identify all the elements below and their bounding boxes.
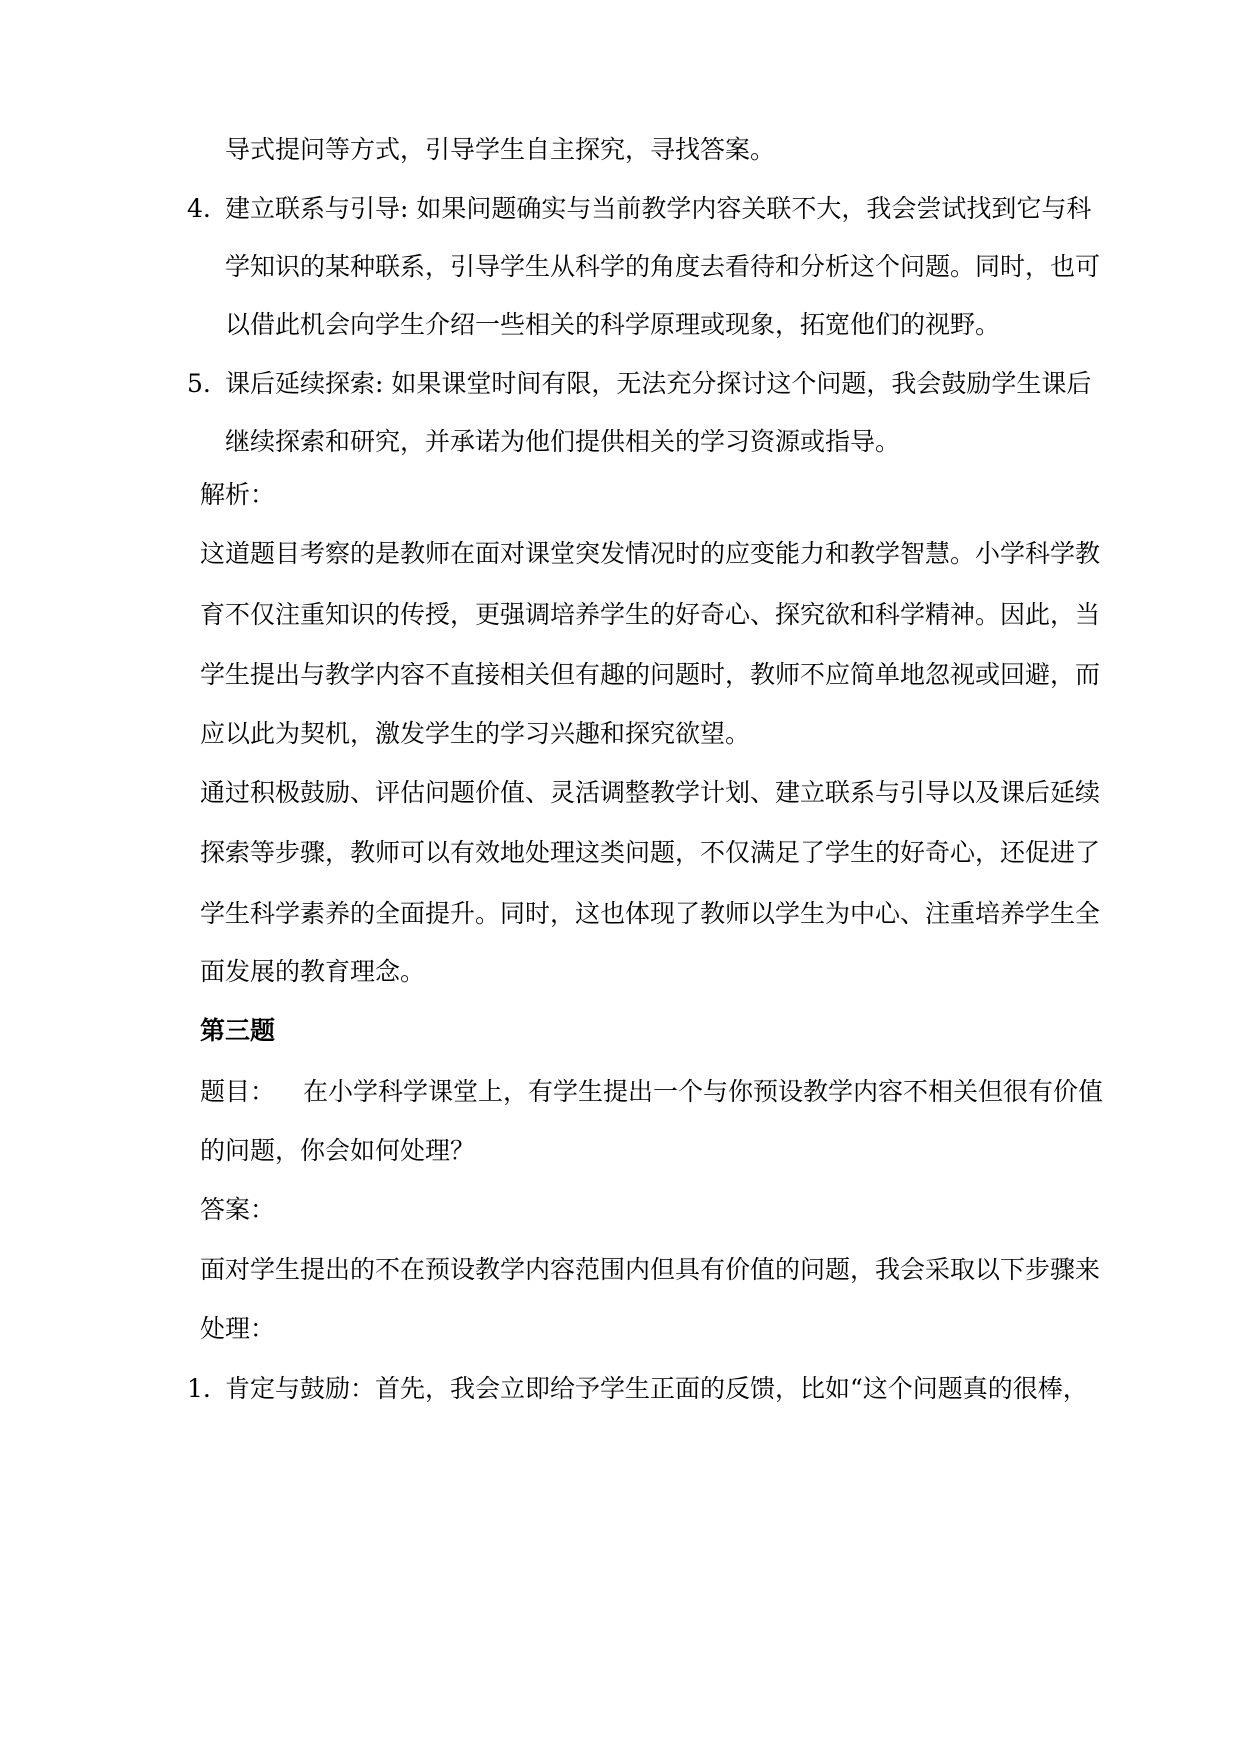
analysis-label: 解析： xyxy=(200,480,276,509)
text-line: 处理： xyxy=(200,1314,276,1343)
list-item-1 xyxy=(0,1357,1241,1421)
question-label: 题目： xyxy=(200,1077,276,1106)
list-item-5 xyxy=(0,352,1241,416)
list-number: 4. xyxy=(187,194,211,223)
text-line: 应以此为契机，激发学生的学习兴趣和探究欲望。 xyxy=(200,719,751,748)
text-line: 学生提出与教学内容不直接相关但有趣的问题时，教师不应简单地忽视或回避，而 xyxy=(200,660,1101,689)
text-line: 导式提问等方式，引导学生自主探究，寻找答案。 xyxy=(225,135,776,164)
text-line: 学生科学素养的全面提升。同时，这也体现了教师以学生为中心、注重培养学生全 xyxy=(200,899,1101,928)
question-line xyxy=(200,1060,1241,1124)
list-item-text: 课后延续探索: 如果课堂时间有限，无法充分探讨这个问题，我会鼓励学生课后 xyxy=(225,369,1092,398)
text-line: 探索等步骤，教师可以有效地处理这类问题，不仅满足了学生的好奇心，还促进了 xyxy=(200,838,1101,867)
text-line: 的问题，你会如何处理？ xyxy=(200,1136,476,1165)
text-line: 通过积极鼓励、评估问题价值、灵活调整教学计划、建立联系与引导以及课后延续 xyxy=(200,778,1101,807)
answer-label: 答案： xyxy=(200,1195,276,1224)
list-item-4 xyxy=(0,177,1241,241)
list-item-text: 建立联系与引导: 如果问题确实与当前教学内容关联不大，我会尝试找到它与科 xyxy=(225,194,1092,223)
text-line: 学知识的某种联系，引导学生从科学的角度去看待和分析这个问题。同时，也可 xyxy=(225,252,1101,281)
list-number: 1. xyxy=(187,1374,211,1403)
text-line: 面发展的教育理念。 xyxy=(200,957,426,986)
text-line: 育不仅注重知识的传授，更强调培养学生的好奇心、探究欲和科学精神。因此，当 xyxy=(200,600,1101,629)
question-text: 在小学科学课堂上，有学生提出一个与你预设教学内容不相关但很有价值 xyxy=(303,1077,1104,1106)
text-line: 以借此机会向学生介绍一些相关的科学原理或现象，拓宽他们的视野。 xyxy=(225,310,1001,339)
text-line: 面对学生提出的不在预设教学内容范围内但具有价值的问题，我会采取以下步骤来 xyxy=(200,1255,1101,1284)
list-number: 5. xyxy=(187,369,211,398)
text-line: 继续探索和研究，并承诺为他们提供相关的学习资源或指导。 xyxy=(225,427,901,456)
text-line: 这道题目考察的是教师在面对课堂突发情况时的应变能力和教学智慧。小学科学教 xyxy=(200,539,1101,568)
section-heading: 第三题 xyxy=(200,1016,276,1045)
list-item-text: 肯定与鼓励：首先，我会立即给予学生正面的反馈，比如“这个问题真的很棒， xyxy=(225,1374,1088,1403)
